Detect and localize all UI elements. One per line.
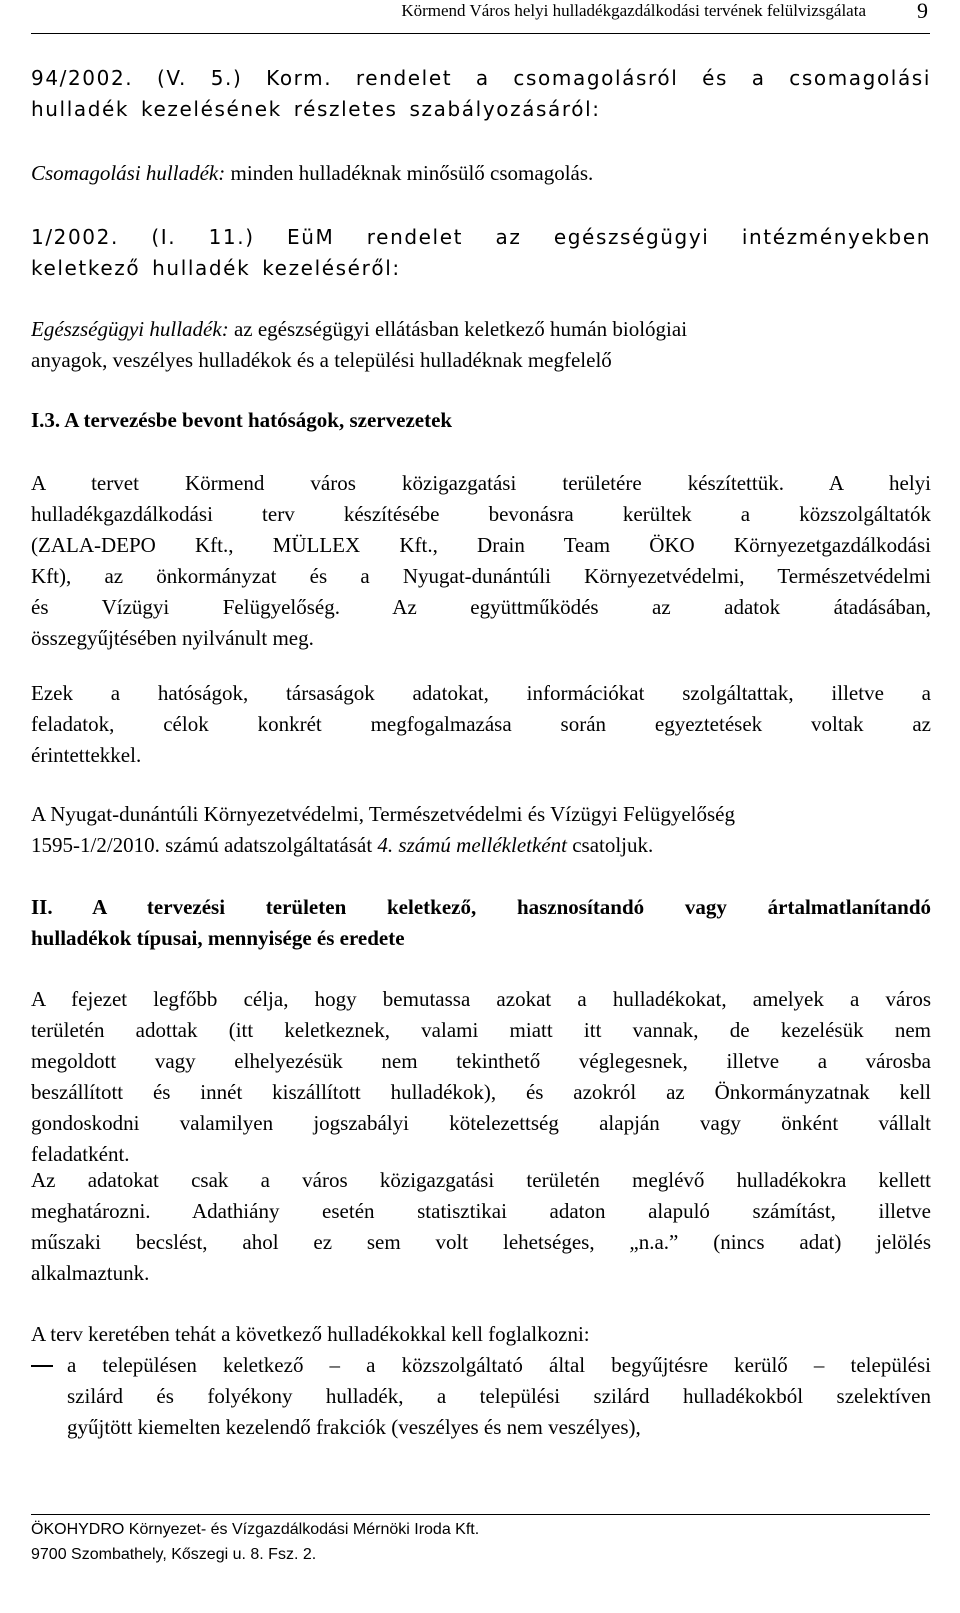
page-number: 9 (917, 0, 928, 23)
paragraph-line: A Nyugat-dunántúli Környezetvédelmi, Természetvédelmi és Vízügyi Felügyelőség (31, 802, 735, 826)
section-heading-i3: I.3. A tervezésbe bevont hatóságok, szervezetek (31, 408, 453, 432)
definition-text: az egészségügyi ellátásban keletkező humán biológiai (228, 317, 688, 341)
header-title: Körmend Város helyi hulladékgazdálkodási tervének felülvizsgálata (401, 1, 866, 20)
paragraph-line: megoldott vagy elhelyezésük nem tekinthető véglegesnek, illetve a városba (31, 1049, 931, 1073)
paragraph-line: A fejezet legfőbb célja, hogy bemutassa azokat a hulladékokat, amelyek a város (31, 987, 931, 1011)
paragraph-line: és Vízügyi Felügyelőség. Az együttműködés az adatok átadásában, (31, 595, 931, 619)
paragraph-line: műszaki becslést, ahol ez sem volt lehetséges, „n.a.” (nincs adat) jelölés (31, 1230, 931, 1254)
page-header (31, 0, 930, 34)
paragraph-line: feladatként. (31, 1142, 130, 1166)
bullet-line: szilárd és folyékony hulladék, a települési szilárd hulladékokból szelektíven (67, 1384, 931, 1408)
paragraph-line: Kft), az önkormányzat és a Nyugat-dunántúli Környezetvédelmi, Természetvédelmi (31, 564, 931, 588)
paragraph-line: Az adatokat csak a város közigazgatási területén meglévő hulladékokra kellett (31, 1168, 931, 1192)
paragraph-line: hulladékgazdálkodási terv készítésébe bevonásra kerültek a közszolgáltatók (31, 502, 931, 526)
decree-1-line-2: hulladék kezelésének részletes szabályozásáról: (31, 97, 601, 121)
paragraph-line: (ZALA-DEPO Kft., MÜLLEX Kft., Drain Team ÖKO Környezetgazdálkodási (31, 533, 931, 557)
definition-text-line-2: anyagok, veszélyes hulladékok és a települési hulladéknak megfelelő (31, 348, 612, 372)
definition-term: Csomagolási hulladék: (31, 161, 226, 185)
definition-healthcare-waste (31, 314, 931, 376)
paragraph-line: összegyűjtésében nyilvánult meg. (31, 626, 314, 650)
annex-reference: 4. számú mellékletként (377, 833, 567, 857)
paragraph-5 (31, 1165, 931, 1289)
paragraph-line: beszállított és innét kiszállított hulladékok), és azokról az Önkormányzatnak kell (31, 1080, 931, 1104)
decree-1-line-1: 94/2002. (V. 5.) Korm. rendelet a csomagolásról és a csomagolási (31, 66, 931, 90)
paragraph-line: gondoskodni valamilyen jogszabályi kötelezettség alapján vagy önként vállalt (31, 1111, 931, 1135)
bullet-line: gyűjtött kiemelten kezelendő frakciók (veszélyes és nem veszélyes), (67, 1415, 641, 1439)
bullet-line: a településen keletkező – a közszolgáltató által begyűjtésre kerülő – települési (67, 1353, 931, 1377)
paragraph-line: meghatározni. Adathiány esetén statisztikai adaton alapuló számítást, illetve (31, 1199, 931, 1223)
definition-text: minden hulladéknak minősülő csomagolás. (225, 161, 594, 185)
paragraph-2 (31, 678, 931, 771)
paragraph-line: feladatok, célok konkrét megfogalmazása során egyeztetések voltak az (31, 712, 931, 736)
paragraph-1 (31, 468, 931, 654)
paragraph-line: A tervet Körmend város közigazgatási területére készítettük. A helyi (31, 471, 931, 495)
bullet-dash-icon (31, 1365, 53, 1367)
paragraph-6: A terv keretében tehát a következő hulladékokkal kell foglalkozni: (31, 1322, 590, 1346)
paragraph-line: alkalmaztunk. (31, 1261, 150, 1285)
paragraph-3: A Nyugat-dunántúli Környezetvédelmi, Természetvédelmi és Vízügyi Felügyelőség 1595-1/2/2010. számú adatszolgáltatását 4. számú mellékletként csatoljuk. (31, 799, 931, 861)
decree-1 (31, 63, 931, 125)
section-heading-ii: II. A tervezési területen keletkező, hasznosítandó vagy ártalmatlanítandó hulladékok típusai, mennyisége és eredete (31, 895, 931, 950)
definition-term: Egészségügyi hulladék: (31, 317, 229, 341)
paragraph-4 (31, 984, 931, 1170)
footer-address: 9700 Szombathely, Kőszegi u. 8. Fsz. 2. (31, 1546, 317, 1563)
paragraph-line: érintettekkel. (31, 743, 142, 767)
paragraph-line: Ezek a hatóságok, társaságok adatokat, információkat szolgáltattak, illetve a (31, 681, 931, 705)
decree-2 (31, 222, 931, 284)
definition-packaging-waste (31, 158, 931, 189)
paragraph-line: területén adottak (itt keletkeznek, valami miatt itt vannak, de kezelésük nem (31, 1018, 931, 1042)
footer-rule (31, 1514, 930, 1515)
decree-2-line-2: keletkező hulladék kezeléséről: (31, 256, 401, 280)
footer-company: ÖKOHYDRO Környezet- és Vízgazdálkodási Mérnöki Iroda Kft. (31, 1521, 480, 1538)
decree-2-line-1: 1/2002. (I. 11.) EüM rendelet az egészségügyi intézményekben (31, 225, 931, 249)
bullet-item-1 (67, 1350, 931, 1443)
